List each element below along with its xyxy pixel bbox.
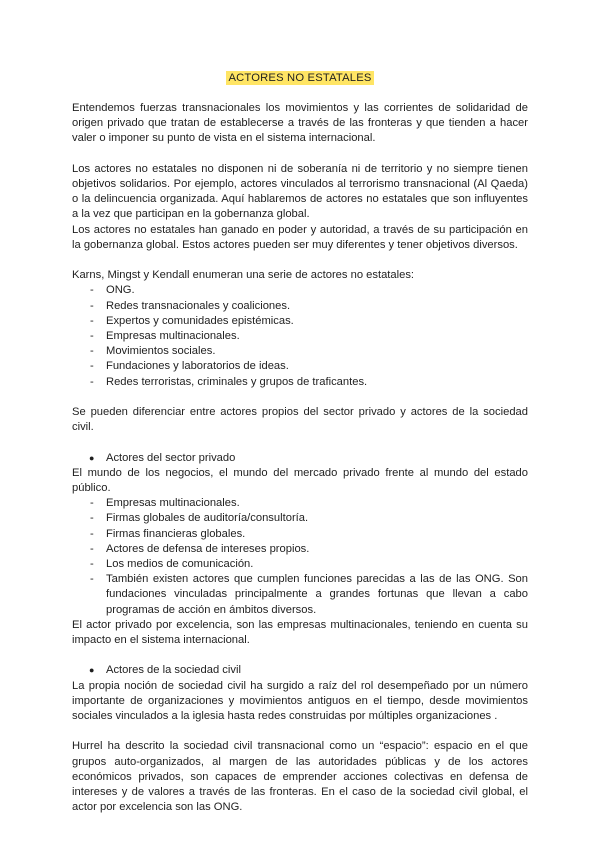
document-body [72,101,528,815]
paragraph-fuerzas-transnacionales: Entendemos fuerzas transnacionales los movimientos y las corrientes de solidaridad de origen privado que tratan de establecerse a través de las fronteras y que tienden a hacer valer o imponer su punto de vista en el sistema internacional. [72,102,528,145]
paragraph-nocion-sociedad-civil: La propia noción de sociedad civil ha surgido a raíz del rol desempeñado por un número importante de organizaciones y movimientos antiguos en el tiempo, desde movimientos sociales vinculados a la iglesia hasta redes construidas por múltiples organizaciones . [72,679,528,723]
list-item [72,572,528,618]
paragraph-karns-mingst: Karns, Mingst y Kendall enumeran una serie de actores no estatales: [72,269,415,282]
list-item: - Firmas financieras globales. [72,527,528,542]
list-item: - Movimientos sociales. [72,344,528,359]
bullet-dot-icon: ● [89,452,95,463]
list-item: - Empresas multinacionales. [72,496,528,511]
list-item: - Fundaciones y laboratorios de ideas. [72,359,528,374]
list-item: - Empresas multinacionales. [72,329,528,344]
bullet-sociedad-civil [72,663,528,678]
bullet-label: Actores de la sociedad civil [106,664,241,677]
bullet-label: Actores del sector privado [106,451,236,464]
list-item: - Actores de defensa de intereses propios. [72,542,528,557]
bullet-dot-icon: ● [89,665,95,676]
paragraph-actor-privado: El actor privado por excelencia, son las empresas multinacionales, teniendo en cuenta su impacto en el sistema internacional. [72,618,528,647]
list-item-text: - También existen actores que cumplen funciones parecidas a las de las ONG. Son fundaciones vinculadas principalmente a grandes fortunas que llevan a cabo programas de acción en ámbitos diversos. [106,573,528,616]
list-sector-privado [72,496,528,618]
list-item: - Redes terroristas, criminales y grupos de traficantes. [72,375,528,390]
list-actores-no-estatales [72,283,528,389]
paragraph-hurrel: Hurrel ha descrito la sociedad civil transnacional como un “espacio”: espacio en el que grupos auto-organizados, al margen de las autoridades públicas y de los actores económicos privados, son capaces de emprender acciones colectivas en defensa de intereses y de valores a través de las fronteras. En el caso de la sociedad civil global, el actor por excelencia son las ONG. [72,740,528,814]
list-item: - Los medios de comunicación. [72,557,528,572]
title-wrap [0,71,600,86]
bullet-sector-privado [72,451,528,466]
list-item: - Redes transnacionales y coaliciones. [72,299,528,314]
list-item: - Expertos y comunidades epistémicas. [72,314,528,329]
paragraph-diferenciar: Se pueden diferenciar entre actores propios del sector privado y actores de la sociedad civil. [72,406,528,434]
paragraph-actores-no-estatales: Los actores no estatales no disponen ni de soberanía ni de territorio y no siempre tienen objetivos solidarios. Por ejemplo, actores vinculados al terrorismo transnacional (Al Qaeda) o la delincuencia organizada. Aquí hablaremos de actores no estatales que son influyentes a la vez que participan en la gobernanza global. [72,162,528,221]
paragraph-poder-autoridad: Los actores no estatales han ganado en poder y autoridad, a través de su participación en la gobernanza global. Estos actores pueden ser muy diferentes y tener objetivos diversos. [72,223,528,251]
paragraph-mundo-negocios: El mundo de los negocios, el mundo del mercado privado frente al mundo del estado público. [72,466,528,495]
page-title: ACTORES NO ESTATALES [228,72,372,84]
list-item: - Firmas globales de auditoría/consultoría. [72,511,528,526]
list-item: - ONG. [72,283,528,298]
